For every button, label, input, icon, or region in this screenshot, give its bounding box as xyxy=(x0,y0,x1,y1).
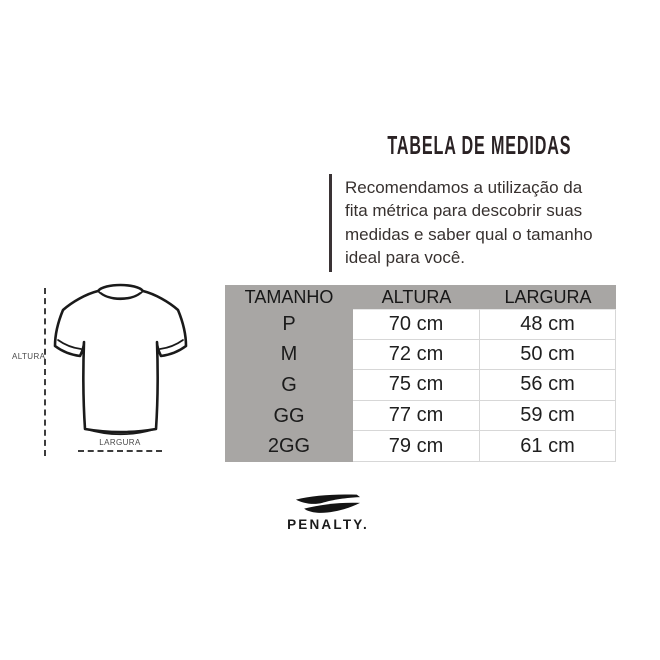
intro-text xyxy=(329,174,627,272)
value-cell: 79 cm xyxy=(353,431,480,462)
width-measure-dashline xyxy=(78,450,162,452)
tshirt-outline-icon xyxy=(52,279,192,442)
intro-line: medidas e saber qual o tamanho xyxy=(345,224,593,244)
penalty-swoosh-icon xyxy=(291,493,365,516)
intro-line: ideal para você. xyxy=(345,248,466,268)
size-cell: P xyxy=(225,309,353,340)
value-cell: 59 cm xyxy=(480,401,616,432)
value-cell: 72 cm xyxy=(353,340,480,371)
value-cell: 77 cm xyxy=(353,401,480,432)
value-cell: 70 cm xyxy=(353,309,480,340)
table-header-largura: LARGURA xyxy=(480,285,616,309)
brand-name: PENALTY. xyxy=(287,517,369,532)
value-cell: 75 cm xyxy=(353,370,480,401)
value-cell: 61 cm xyxy=(480,431,616,462)
value-cell: 50 cm xyxy=(480,340,616,371)
width-label: LARGURA xyxy=(99,438,141,447)
height-label: ALTURA xyxy=(12,352,46,361)
value-cell: 56 cm xyxy=(480,370,616,401)
size-cell: G xyxy=(225,370,353,401)
size-cell: GG xyxy=(225,401,353,432)
value-cell: 48 cm xyxy=(480,309,616,340)
table-header-tamanho: TAMANHO xyxy=(225,285,353,309)
intro-line: fita métrica para descobrir suas xyxy=(345,201,583,221)
brand-logo xyxy=(278,493,378,532)
size-table xyxy=(225,285,616,462)
size-cell: M xyxy=(225,340,353,371)
table-header-altura: ALTURA xyxy=(353,285,480,309)
page-title xyxy=(331,130,571,160)
page-title-text: TABELA DE MEDIDAS xyxy=(387,130,572,160)
size-cell: 2GG xyxy=(225,431,353,462)
height-measure-dashline xyxy=(44,288,46,456)
intro-line: Recomendamos a utilização da xyxy=(345,178,583,197)
